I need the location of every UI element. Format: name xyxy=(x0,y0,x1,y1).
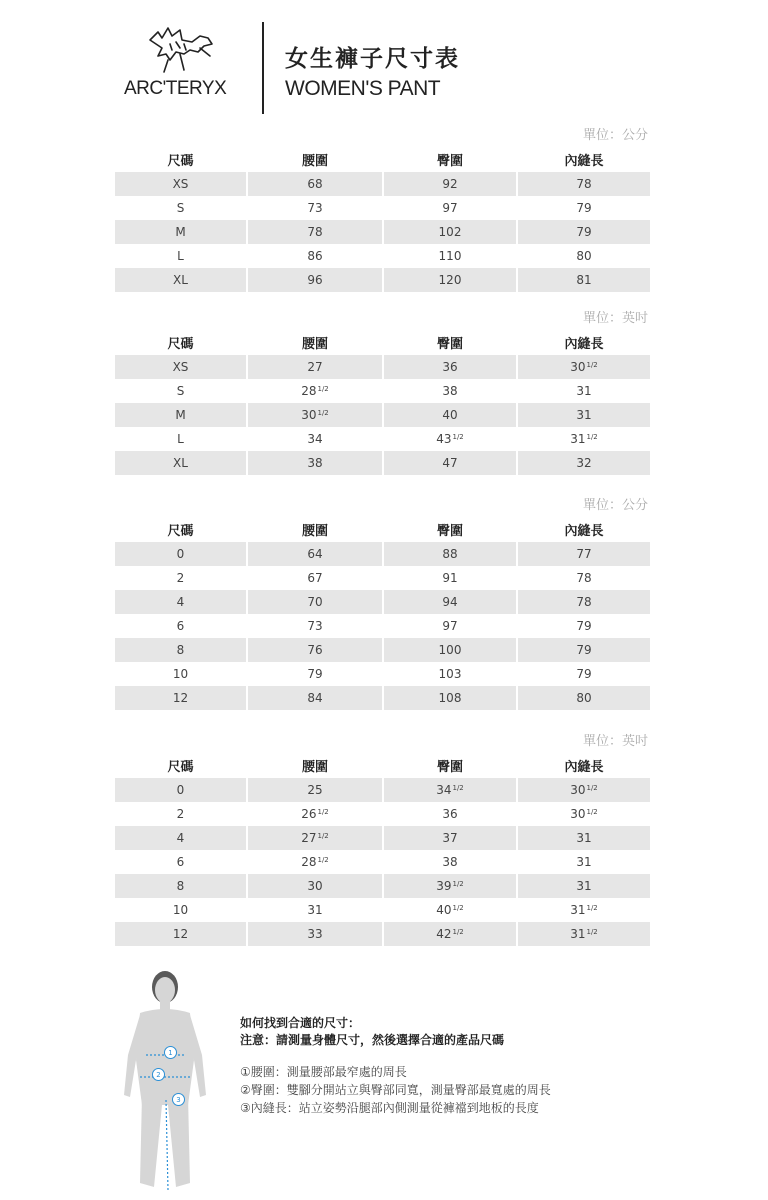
cell-value: 77 xyxy=(576,547,592,561)
cell-inseam xyxy=(518,220,650,244)
cell-size xyxy=(115,686,246,710)
cell-fraction: 1/2 xyxy=(452,433,464,441)
how-to-measure xyxy=(240,1015,504,1049)
page-title-en: WOMEN'S PANT xyxy=(285,77,441,100)
cell-value: 36 xyxy=(442,807,458,821)
cell-value: L xyxy=(177,249,184,263)
cell-size xyxy=(115,922,246,946)
table-row xyxy=(115,172,648,196)
cell-waist xyxy=(248,850,382,874)
cell-waist xyxy=(248,542,382,566)
table-row xyxy=(115,403,648,427)
cell-value: 30 xyxy=(570,360,586,374)
cell-size xyxy=(115,614,246,638)
cell-value: 30 xyxy=(301,408,317,422)
cell-hip xyxy=(384,379,516,403)
cell-hip xyxy=(384,802,516,826)
cell-value: 12 xyxy=(172,691,189,705)
cell-value: 31 xyxy=(570,432,586,446)
cell-inseam xyxy=(518,686,650,710)
cell-value: 97 xyxy=(442,619,458,633)
cell-value: 67 xyxy=(307,571,323,585)
cell-value: 31 xyxy=(307,903,323,917)
table-header-row xyxy=(115,752,648,778)
cell-value: S xyxy=(176,384,185,398)
cell-value: 79 xyxy=(576,619,592,633)
column-header-hip: 臀圍 xyxy=(436,336,463,352)
cell-value: 78 xyxy=(307,225,323,239)
table-row xyxy=(115,542,648,566)
cell-value: 6 xyxy=(176,855,185,869)
body-measurement-figure-icon xyxy=(110,965,220,1195)
cell-waist xyxy=(248,196,382,220)
cell-hip xyxy=(384,638,516,662)
cell-value: 31 xyxy=(576,879,592,893)
cell-value: 94 xyxy=(442,595,458,609)
header-divider xyxy=(262,22,264,114)
cell-value: 6 xyxy=(176,619,185,633)
table-row xyxy=(115,196,648,220)
measurement-notes xyxy=(240,1063,551,1117)
cell-waist xyxy=(248,244,382,268)
table-row xyxy=(115,778,648,802)
cell-hip xyxy=(384,355,516,379)
table-header-row xyxy=(115,329,648,355)
cell-hip xyxy=(384,826,516,850)
cell-value: 79 xyxy=(576,225,592,239)
size-table xyxy=(115,146,648,292)
cell-inseam xyxy=(518,614,650,638)
cell-inseam xyxy=(518,268,650,292)
cell-hip xyxy=(384,778,516,802)
cell-value: 30 xyxy=(307,879,323,893)
cell-value: 33 xyxy=(307,927,323,941)
unit-label: 單位：公分 xyxy=(582,128,648,143)
note-hip: ②臀圍：雙腳分開站立與臀部同寬，測量臀部最寬處的周長 xyxy=(240,1083,551,1097)
cell-value: 103 xyxy=(438,667,462,681)
cell-size xyxy=(115,244,246,268)
cell-waist xyxy=(248,826,382,850)
cell-value: 2 xyxy=(176,571,185,585)
cell-value: 10 xyxy=(172,903,189,917)
cell-value: 4 xyxy=(176,831,185,845)
cell-value: 79 xyxy=(576,667,592,681)
cell-size xyxy=(115,196,246,220)
cell-value: 39 xyxy=(436,879,452,893)
cell-size xyxy=(115,451,246,475)
cell-value: XL xyxy=(173,273,188,287)
cell-fraction: 1/2 xyxy=(586,904,598,912)
cell-fraction: 1/2 xyxy=(586,784,598,792)
cell-value: 80 xyxy=(576,691,592,705)
cell-value: 70 xyxy=(307,595,323,609)
cell-value: 36 xyxy=(442,360,458,374)
table-row xyxy=(115,566,648,590)
cell-waist xyxy=(248,898,382,922)
cell-fraction: 1/2 xyxy=(586,361,598,369)
cell-value: 38 xyxy=(307,456,323,470)
cell-value: 28 xyxy=(301,855,317,869)
cell-inseam xyxy=(518,542,650,566)
table-header-row xyxy=(115,146,648,172)
table-row xyxy=(115,355,648,379)
cell-hip xyxy=(384,898,516,922)
column-header-waist: 腰圍 xyxy=(301,759,328,775)
column-header-waist: 腰圍 xyxy=(301,336,328,352)
unit-label: 單位：英吋 xyxy=(582,734,648,749)
cell-inseam xyxy=(518,590,650,614)
cell-value: M xyxy=(175,408,186,422)
cell-inseam xyxy=(518,874,650,898)
cell-value: 0 xyxy=(176,783,185,797)
measure-marker-3: 3 xyxy=(172,1093,185,1106)
cell-value: 120 xyxy=(438,273,462,287)
cell-hip xyxy=(384,850,516,874)
cell-value: 34 xyxy=(436,783,452,797)
table-header-row xyxy=(115,516,648,542)
note-waist: ①腰圍：測量腰部最窄處的周長 xyxy=(240,1065,407,1079)
cell-value: 2 xyxy=(176,807,185,821)
cell-value: 31 xyxy=(576,384,592,398)
cell-fraction: 1/2 xyxy=(317,409,329,417)
cell-inseam xyxy=(518,898,650,922)
cell-hip xyxy=(384,268,516,292)
cell-hip xyxy=(384,566,516,590)
cell-value: 64 xyxy=(307,547,323,561)
cell-value: 27 xyxy=(307,360,323,374)
table-row xyxy=(115,220,648,244)
cell-value: 68 xyxy=(307,177,323,191)
cell-fraction: 1/2 xyxy=(452,880,464,888)
cell-value: XL xyxy=(173,456,188,470)
column-header-waist: 腰圍 xyxy=(301,523,328,539)
measure-marker-2: 2 xyxy=(152,1068,165,1081)
table-row xyxy=(115,922,648,946)
cell-value: 32 xyxy=(576,456,592,470)
cell-inseam xyxy=(518,244,650,268)
cell-size xyxy=(115,590,246,614)
cell-value: 80 xyxy=(576,249,592,263)
cell-value: 73 xyxy=(307,619,323,633)
cell-hip xyxy=(384,686,516,710)
table-row xyxy=(115,427,648,451)
cell-waist xyxy=(248,355,382,379)
size-table xyxy=(115,516,648,710)
table-row xyxy=(115,244,648,268)
measure-marker-1: 1 xyxy=(164,1046,177,1059)
cell-hip xyxy=(384,451,516,475)
table-row xyxy=(115,614,648,638)
column-header-inseam: 內縫長 xyxy=(564,759,604,775)
cell-value: 78 xyxy=(576,177,592,191)
cell-value: 78 xyxy=(576,595,592,609)
cell-inseam xyxy=(518,802,650,826)
cell-size xyxy=(115,379,246,403)
cell-hip xyxy=(384,244,516,268)
cell-waist xyxy=(248,922,382,946)
cell-value: 43 xyxy=(436,432,452,446)
column-header-hip: 臀圍 xyxy=(436,153,463,169)
cell-size xyxy=(115,874,246,898)
cell-inseam xyxy=(518,850,650,874)
cell-value: 92 xyxy=(442,177,458,191)
cell-waist xyxy=(248,220,382,244)
cell-inseam xyxy=(518,172,650,196)
column-header-size: 尺碼 xyxy=(167,336,194,352)
cell-value: 31 xyxy=(576,855,592,869)
cell-inseam xyxy=(518,566,650,590)
table-row xyxy=(115,662,648,686)
cell-waist xyxy=(248,590,382,614)
column-header-size: 尺碼 xyxy=(167,523,194,539)
cell-value: 79 xyxy=(576,643,592,657)
table-row xyxy=(115,802,648,826)
column-header-inseam: 內縫長 xyxy=(564,153,604,169)
cell-value: 30 xyxy=(570,783,586,797)
cell-size xyxy=(115,850,246,874)
cell-value: XS xyxy=(172,177,189,191)
cell-value: 31 xyxy=(570,927,586,941)
cell-inseam xyxy=(518,778,650,802)
cell-hip xyxy=(384,172,516,196)
cell-value: 76 xyxy=(307,643,323,657)
size-table xyxy=(115,329,648,475)
cell-value: 47 xyxy=(442,456,458,470)
cell-size xyxy=(115,778,246,802)
table-row xyxy=(115,874,648,898)
cell-value: 40 xyxy=(442,408,458,422)
cell-inseam xyxy=(518,451,650,475)
cell-value: 28 xyxy=(301,384,317,398)
howto-note: 注意：請測量身體尺寸，然後選擇合適的產品尺碼 xyxy=(240,1033,505,1047)
unit-label: 單位：英吋 xyxy=(582,311,648,326)
cell-value: 8 xyxy=(176,643,185,657)
table-row xyxy=(115,850,648,874)
cell-value: 110 xyxy=(438,249,462,263)
column-header-inseam: 內縫長 xyxy=(564,523,604,539)
cell-value: 12 xyxy=(172,927,189,941)
cell-fraction: 1/2 xyxy=(317,385,329,393)
cell-value: 91 xyxy=(442,571,458,585)
cell-fraction: 1/2 xyxy=(317,832,329,840)
cell-value: 73 xyxy=(307,201,323,215)
cell-size xyxy=(115,566,246,590)
cell-fraction: 1/2 xyxy=(317,856,329,864)
column-header-hip: 臀圍 xyxy=(436,759,463,775)
cell-hip xyxy=(384,403,516,427)
cell-value: 31 xyxy=(576,408,592,422)
cell-value: 38 xyxy=(442,384,458,398)
column-header-hip: 臀圍 xyxy=(436,523,463,539)
cell-value: 79 xyxy=(307,667,323,681)
header xyxy=(0,0,768,120)
cell-value: 40 xyxy=(436,903,452,917)
cell-value: 27 xyxy=(301,831,317,845)
cell-value: M xyxy=(175,225,186,239)
table-row xyxy=(115,379,648,403)
cell-value: 31 xyxy=(570,903,586,917)
cell-size xyxy=(115,542,246,566)
cell-size xyxy=(115,268,246,292)
table-row xyxy=(115,898,648,922)
cell-fraction: 1/2 xyxy=(586,808,598,816)
howto-heading: 如何找到合適的尺寸： xyxy=(240,1016,361,1030)
cell-value: 100 xyxy=(438,643,462,657)
cell-value: 10 xyxy=(172,667,189,681)
cell-value: 108 xyxy=(438,691,462,705)
cell-value: 31 xyxy=(576,831,592,845)
cell-value: XS xyxy=(172,360,189,374)
cell-size xyxy=(115,427,246,451)
cell-value: 86 xyxy=(307,249,323,263)
cell-fraction: 1/2 xyxy=(452,928,464,936)
column-header-waist: 腰圍 xyxy=(301,153,328,169)
cell-inseam xyxy=(518,662,650,686)
cell-value: S xyxy=(176,201,185,215)
table-row xyxy=(115,638,648,662)
column-header-inseam: 內縫長 xyxy=(564,336,604,352)
cell-waist xyxy=(248,427,382,451)
cell-value: 79 xyxy=(576,201,592,215)
cell-waist xyxy=(248,379,382,403)
cell-waist xyxy=(248,638,382,662)
column-header-size: 尺碼 xyxy=(167,153,194,169)
cell-waist xyxy=(248,566,382,590)
cell-waist xyxy=(248,268,382,292)
cell-value: 78 xyxy=(576,571,592,585)
cell-inseam xyxy=(518,826,650,850)
cell-waist xyxy=(248,614,382,638)
cell-value: 84 xyxy=(307,691,323,705)
brand-wordmark: ARC'TERYX xyxy=(124,78,227,99)
cell-inseam xyxy=(518,196,650,220)
cell-value: 81 xyxy=(576,273,592,287)
cell-value: 102 xyxy=(438,225,462,239)
table-row xyxy=(115,686,648,710)
cell-size xyxy=(115,802,246,826)
unit-label: 單位：公分 xyxy=(582,498,648,513)
cell-hip xyxy=(384,220,516,244)
cell-waist xyxy=(248,451,382,475)
cell-value: 97 xyxy=(442,201,458,215)
cell-value: 26 xyxy=(301,807,317,821)
cell-hip xyxy=(384,922,516,946)
column-header-size: 尺碼 xyxy=(167,759,194,775)
cell-waist xyxy=(248,802,382,826)
page-title-zh: 女生褲子尺寸表 xyxy=(285,46,460,72)
table-row xyxy=(115,826,648,850)
cell-hip xyxy=(384,542,516,566)
cell-hip xyxy=(384,196,516,220)
cell-fraction: 1/2 xyxy=(317,808,329,816)
cell-hip xyxy=(384,614,516,638)
cell-size xyxy=(115,220,246,244)
table-row xyxy=(115,268,648,292)
cell-waist xyxy=(248,778,382,802)
cell-size xyxy=(115,172,246,196)
cell-inseam xyxy=(518,379,650,403)
cell-fraction: 1/2 xyxy=(452,784,464,792)
archaeopteryx-logo-icon xyxy=(140,22,220,77)
cell-inseam xyxy=(518,355,650,379)
table-row xyxy=(115,590,648,614)
cell-hip xyxy=(384,590,516,614)
cell-inseam xyxy=(518,922,650,946)
cell-value: 4 xyxy=(176,595,185,609)
cell-inseam xyxy=(518,403,650,427)
cell-waist xyxy=(248,874,382,898)
cell-waist xyxy=(248,686,382,710)
cell-fraction: 1/2 xyxy=(452,904,464,912)
cell-fraction: 1/2 xyxy=(586,433,598,441)
cell-hip xyxy=(384,662,516,686)
cell-size xyxy=(115,898,246,922)
cell-waist xyxy=(248,662,382,686)
size-table xyxy=(115,752,648,946)
cell-size xyxy=(115,826,246,850)
cell-value: 30 xyxy=(570,807,586,821)
table-row xyxy=(115,451,648,475)
cell-value: 0 xyxy=(176,547,185,561)
cell-value: 38 xyxy=(442,855,458,869)
cell-size xyxy=(115,355,246,379)
cell-value: 96 xyxy=(307,273,323,287)
cell-fraction: 1/2 xyxy=(586,928,598,936)
cell-hip xyxy=(384,427,516,451)
cell-inseam xyxy=(518,427,650,451)
cell-value: 25 xyxy=(307,783,323,797)
cell-size xyxy=(115,403,246,427)
cell-value: 8 xyxy=(176,879,185,893)
cell-value: 37 xyxy=(442,831,458,845)
cell-value: 88 xyxy=(442,547,458,561)
cell-inseam xyxy=(518,638,650,662)
cell-hip xyxy=(384,874,516,898)
cell-value: L xyxy=(177,432,184,446)
cell-value: 34 xyxy=(307,432,323,446)
note-inseam: ③內縫長：站立姿勢沿腿部內側測量從褲襠到地板的長度 xyxy=(240,1101,539,1115)
cell-value: 42 xyxy=(436,927,452,941)
cell-waist xyxy=(248,403,382,427)
cell-waist xyxy=(248,172,382,196)
cell-size xyxy=(115,638,246,662)
cell-size xyxy=(115,662,246,686)
